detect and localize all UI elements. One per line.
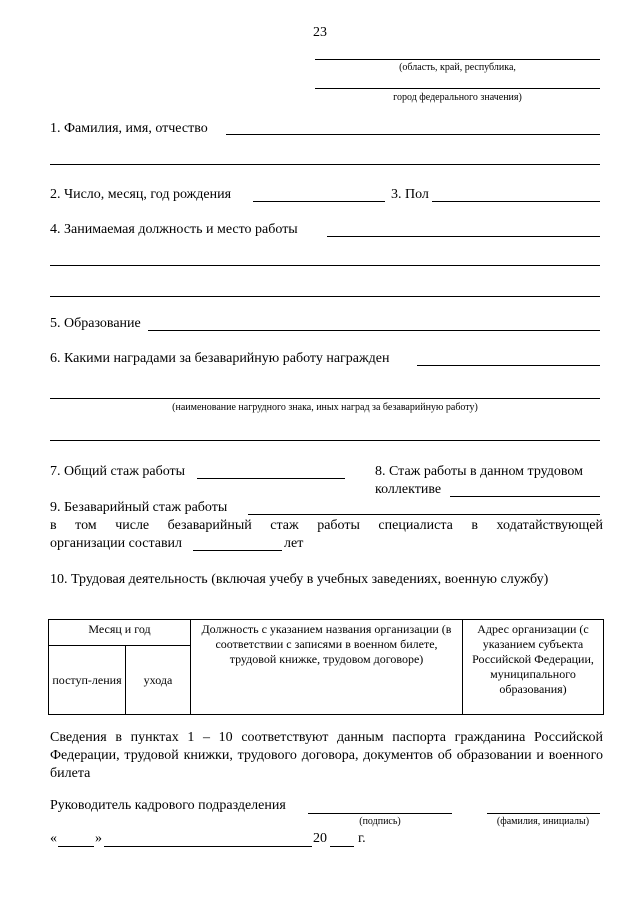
date-year-line[interactable] <box>330 846 354 847</box>
region-line-2[interactable] <box>315 88 600 89</box>
field-gender-label: 3. Пол <box>391 187 429 202</box>
table-header-address: Адрес организации (с указанием субъекта Российской Федерации, муниципального образования) <box>463 620 604 715</box>
region-caption-2: город федерального значения) <box>393 92 522 103</box>
field-position-line-2[interactable] <box>50 265 600 266</box>
field-accident-free-sub-line[interactable] <box>193 550 282 551</box>
field-education-line[interactable] <box>148 330 600 331</box>
field-awards-caption: (наименование нагрудного знака, иных наград за безаварийную работу) <box>172 402 478 413</box>
field-work-history-label: 10. Трудовая деятельность (включая учебу в учебных заведениях, военную службу) <box>50 572 549 587</box>
field-position-label: 4. Занимаемая должность и место работы <box>50 222 298 237</box>
table-header-exit: ухода <box>126 646 191 715</box>
field-fio-line[interactable] <box>226 134 600 135</box>
page-number: 23 <box>313 25 327 40</box>
name-caption: (фамилия, инициалы) <box>496 816 590 827</box>
date-close-quote: » <box>95 831 102 846</box>
field-fio-label: 1. Фамилия, имя, отчество <box>50 121 208 136</box>
signature-caption: (подпись) <box>359 816 401 827</box>
field-collective-experience-label: 8. Стаж работы в данном трудовом <box>375 464 583 479</box>
field-awards-line-3[interactable] <box>50 440 600 441</box>
signature-line[interactable] <box>308 813 452 814</box>
field-position-line[interactable] <box>327 236 600 237</box>
field-education-label: 5. Образование <box>50 316 141 331</box>
date-year-suffix: г. <box>358 831 366 846</box>
date-open-quote: « <box>50 831 57 846</box>
field-fio-line-2[interactable] <box>50 164 600 165</box>
work-history-table <box>48 619 604 715</box>
name-line[interactable] <box>487 813 600 814</box>
field-birthdate-label: 2. Число, месяц, год рождения <box>50 187 232 202</box>
date-year-prefix: 20 <box>313 831 327 846</box>
table-header-position: Должность с указанием названия организации (в соответствии с записями в военном билете, трудовой книжке, трудовом договоре) <box>191 620 463 715</box>
date-month-line[interactable] <box>104 846 312 847</box>
region-line[interactable] <box>315 59 600 60</box>
date-day-line[interactable] <box>58 846 94 847</box>
field-accident-free-sub-label: организации составил <box>50 536 183 551</box>
field-position-line-3[interactable] <box>50 296 600 297</box>
field-collective-experience-line[interactable] <box>450 496 600 497</box>
field-collective-experience-label-2: коллективе <box>375 482 442 497</box>
field-accident-free-label: 9. Безаварийный стаж работы <box>50 500 228 515</box>
field-gender-line[interactable] <box>432 201 600 202</box>
field-birthdate-line[interactable] <box>253 201 385 202</box>
table-header-month-year: Месяц и год <box>49 620 191 646</box>
statement-text: Сведения в пунктах 1 – 10 соответствуют данным паспорта гражданина Российской Федерации, трудовой книжки, трудового договора, документов об образовании и военного билета <box>50 730 603 781</box>
region-caption-1: (область, край, республика, <box>399 62 516 73</box>
field-awards-label: 6. Какими наградами за безаварийную работу награжден <box>50 351 390 366</box>
table-header-entry: поступ-ления <box>49 646 126 715</box>
field-awards-line[interactable] <box>417 365 600 366</box>
field-accident-free-sub-line1: в том числе безаварийный стаж работы специалиста в ходатайствующей <box>50 518 603 533</box>
field-total-experience-label: 7. Общий стаж работы <box>50 464 186 479</box>
field-total-experience-line[interactable] <box>197 478 345 479</box>
field-awards-line-2[interactable] <box>50 398 600 399</box>
field-accident-free-line[interactable] <box>248 514 600 515</box>
field-accident-free-sub-unit: лет <box>284 536 304 551</box>
head-label: Руководитель кадрового подразделения <box>50 798 286 813</box>
